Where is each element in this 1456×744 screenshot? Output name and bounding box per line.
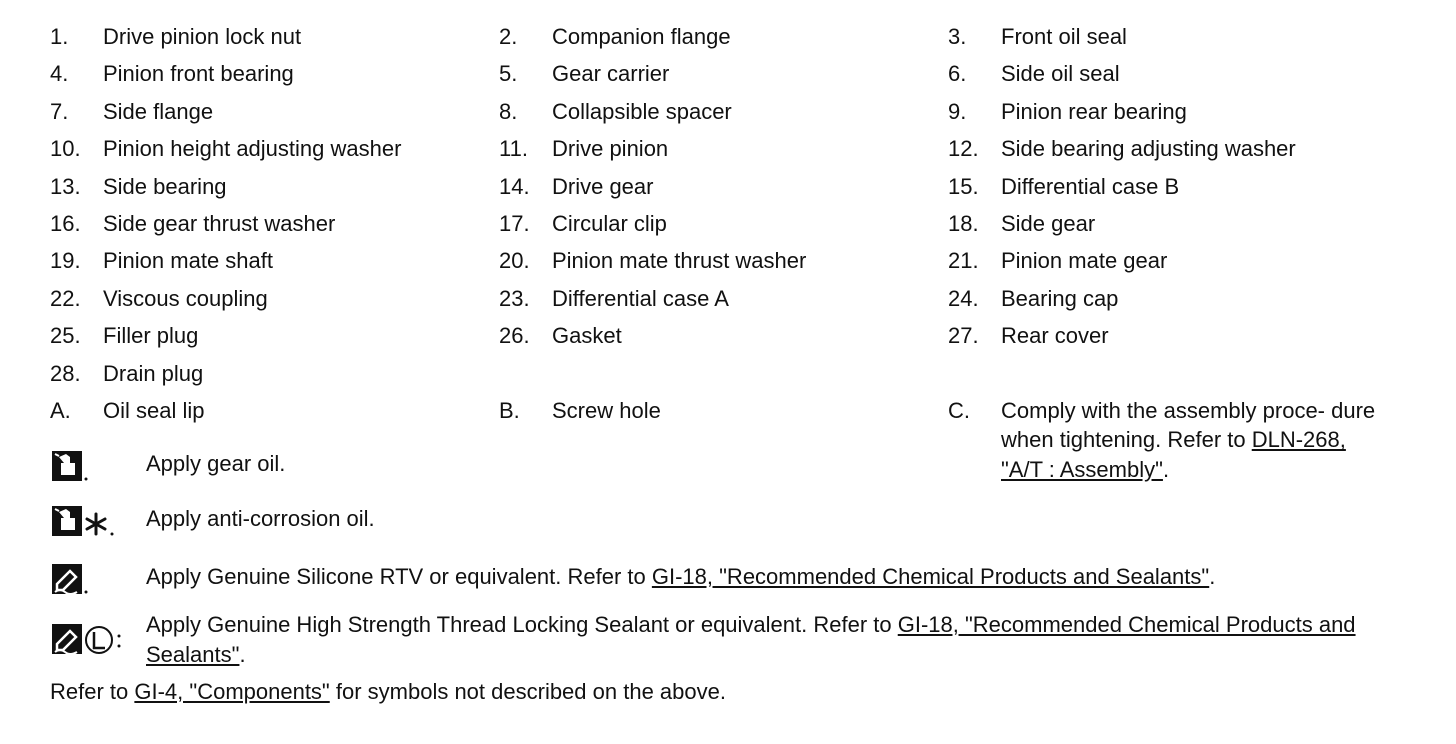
item-number: 23.	[499, 285, 530, 311]
item-label: Collapsible spacer	[552, 98, 732, 124]
item-letter: C.	[948, 397, 970, 423]
legend-row	[50, 172, 1410, 209]
item-label: Drive pinion	[552, 136, 669, 162]
item-number: 16.	[50, 210, 81, 236]
legend-row	[50, 321, 1410, 358]
dln-268-link[interactable]: DLN-268, "A/T : Assembly"	[1001, 427, 1346, 482]
item-number: 9.	[948, 98, 967, 124]
item-label: Companion flange	[552, 24, 731, 49]
legend-row	[50, 59, 1410, 96]
item-number: 7.	[50, 98, 69, 124]
item-label: Side gear thrust washer	[103, 210, 336, 236]
item-label: Screw hole	[552, 397, 661, 423]
item-label: Filler plug	[103, 323, 199, 349]
item-label: Rear cover	[1001, 323, 1109, 349]
item-number: 26.	[499, 323, 530, 349]
gi-4-link[interactable]: GI-4, "Components"	[134, 679, 330, 704]
item-number: 6.	[948, 61, 967, 87]
item-number: 20.	[499, 248, 530, 274]
item-number: 11.	[499, 136, 528, 162]
item-letter: B.	[499, 397, 520, 423]
oil-can-asterisk-icon	[50, 504, 116, 538]
symbol-thread-lock-text	[146, 610, 1386, 669]
item-label: Side bearing	[103, 173, 227, 199]
item-number: 13.	[50, 173, 81, 199]
symbol-silicone-text	[146, 562, 1386, 592]
item-number: 14.	[499, 173, 530, 199]
oil-can-icon	[50, 449, 90, 483]
legend-row	[50, 97, 1410, 134]
gi-18-link[interactable]: GI-18, "Recommended Chemical Products and Sealants"	[146, 612, 1356, 667]
item-label: Drain plug	[103, 360, 204, 386]
item-number: 4.	[50, 61, 69, 87]
sealant-tube-icon	[50, 562, 90, 596]
item-number: 21.	[948, 248, 979, 274]
item-number: 19.	[50, 248, 81, 274]
silicone-text-end: .	[1209, 564, 1216, 589]
legend-row	[50, 359, 1410, 396]
footer-text-end: for symbols not described on the above.	[329, 679, 726, 704]
legend-row	[50, 134, 1410, 171]
legend-row	[50, 22, 1410, 59]
thread-lock-text: Apply Genuine High Strength Thread Locking Sealant or equivalent. Refer to	[146, 612, 898, 637]
symbol-anti-corrosion-text: Apply anti-corrosion oil.	[146, 506, 375, 531]
item-label: Side oil seal	[1001, 61, 1120, 87]
item-number: 15.	[948, 173, 979, 199]
item-label: Side flange	[103, 98, 214, 124]
symbol-gear-oil-text: Apply gear oil.	[146, 451, 286, 476]
item-label: Pinion height adjusting washer	[103, 136, 402, 162]
item-number: 1.	[50, 24, 69, 49]
sealant-tube-locking-icon	[50, 622, 124, 656]
item-number: 12.	[948, 136, 979, 162]
item-label: Side bearing adjusting washer	[1001, 136, 1296, 162]
legend-row	[50, 284, 1410, 321]
footer-note	[50, 677, 726, 707]
item-label: Differential case B	[1001, 173, 1180, 199]
item-label: Differential case A	[552, 285, 729, 311]
item-label: Circular clip	[552, 210, 667, 236]
item-label: Oil seal lip	[103, 397, 205, 423]
item-label: Side gear	[1001, 210, 1096, 236]
item-number: 2.	[499, 24, 518, 49]
item-label: Drive gear	[552, 173, 654, 199]
item-number: 18.	[948, 210, 979, 236]
item-c-text-end: .	[1162, 456, 1170, 482]
item-number: 10.	[50, 136, 81, 162]
item-number: 28.	[50, 360, 81, 386]
item-label: Pinion mate thrust washer	[552, 248, 807, 274]
item-number: 27.	[948, 323, 979, 349]
thread-lock-text-end: .	[239, 641, 246, 667]
item-number: 5.	[499, 61, 518, 87]
item-label: Pinion mate gear	[1001, 248, 1168, 274]
item-number: 3.	[948, 24, 967, 49]
item-label: Pinion front bearing	[103, 61, 294, 87]
item-number: 17.	[499, 210, 530, 236]
item-letter: A.	[50, 397, 71, 423]
legend-row	[50, 246, 1410, 283]
item-number: 25.	[50, 323, 81, 349]
silicone-text: Apply Genuine Silicone RTV or equivalent. Refer to	[146, 564, 652, 589]
item-label: Drive pinion lock nut	[103, 24, 302, 49]
item-label: Gear carrier	[552, 61, 670, 87]
item-label: Gasket	[552, 323, 622, 349]
item-number: 24.	[948, 285, 979, 311]
item-label: Pinion mate shaft	[103, 248, 273, 274]
item-number: 8.	[499, 98, 518, 124]
legend-row	[50, 209, 1410, 246]
item-label: Viscous coupling	[103, 285, 268, 311]
item-label: Front oil seal	[1001, 24, 1127, 49]
item-c-text: Comply with the assembly proce- dure when tightening. Refer to	[1001, 397, 1376, 453]
item-number: 22.	[50, 285, 81, 311]
item-label: Pinion rear bearing	[1001, 98, 1187, 124]
item-label: Bearing cap	[1001, 285, 1119, 311]
gi-18-link[interactable]: GI-18, "Recommended Chemical Products and Sealants"	[651, 564, 1210, 589]
footer-text: Refer to	[50, 679, 135, 704]
